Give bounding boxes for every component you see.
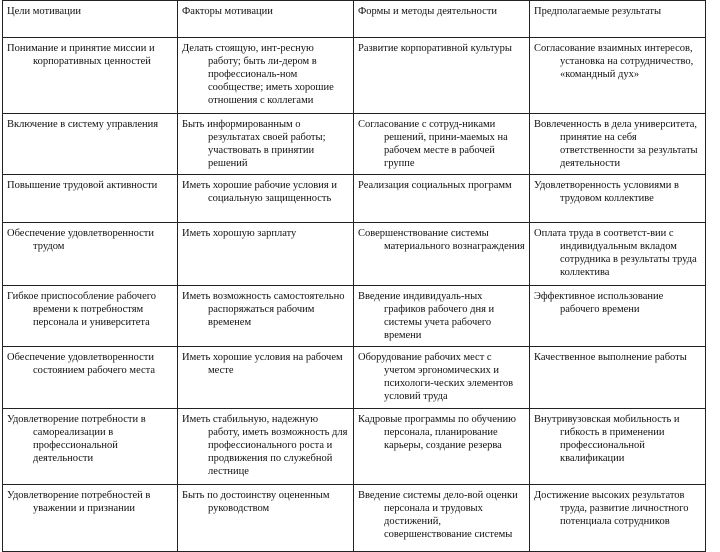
cell-text: Вовлеченность в дела университета, принятие на себя ответственности за результаты деятельности [534,119,698,169]
cell-result [530,175,706,223]
cell-goal [3,286,178,347]
cell-text: Иметь возможность самостоятельно распоряжаться рабочим временем [182,291,345,328]
cell-goal [3,485,178,552]
cell-text: Внутривузовская мобильность и гибкость в применении профессиональной квалификации [534,414,680,464]
header-cell-goals: Цели мотивации [3,1,178,38]
cell-text: Качественное выполнение работы [534,352,687,363]
table-row [3,286,706,347]
cell-goal [3,409,178,485]
cell-method [354,485,530,552]
header-row [3,1,706,38]
table-row [3,223,706,286]
cell-method [354,347,530,409]
cell-text: Включение в систему управления [7,119,159,130]
header-cell-results: Предполагаемые результаты [530,1,706,38]
cell-text: Иметь хорошие рабочие условия и социальную защищенность [182,180,337,204]
cell-text: Введение индивидуаль-ных графиков рабочего дня и системы учета рабочего времени [358,291,495,341]
cell-method [354,286,530,347]
cell-goal [3,114,178,175]
table-row [3,409,706,485]
cell-text: Делать стоящую, инт-ресную работу; быть ли-дером в профессиональ-ном сообществе; иметь хорошие отношения с коллегами [182,43,334,106]
cell-goal [3,223,178,286]
cell-goal [3,38,178,114]
cell-text: Понимание и принятие миссии и корпоративных ценностей [7,43,155,67]
cell-method [354,223,530,286]
table-row [3,114,706,175]
cell-method [354,409,530,485]
cell-text: Согласование с сотруд-никами решений, прини-маемых на рабочем месте в рабочей группе [358,119,508,169]
cell-text: Иметь хорошую зарплату [182,228,297,239]
cell-factor [178,347,354,409]
cell-text: Оборудование рабочих мест с учетом эргономических и психологи-ческих элементов условий труда [358,352,514,402]
cell-text: Эффективное использование рабочего времени [534,291,664,315]
cell-text: Оплата труда в соответст-вии с индивидуальным вкладом сотрудника в результаты труда коллектива [534,228,697,278]
cell-method [354,175,530,223]
header-cell-factors: Факторы мотивации [178,1,354,38]
cell-text: Введение системы дело-вой оценки персонала и трудовых достижений, совершенствование системы [358,490,518,540]
cell-text: Быть по достоинству оцененным руководством [182,490,330,514]
cell-result [530,485,706,552]
cell-method [354,114,530,175]
cell-text: Удовлетворение потребностей в уважении и признании [7,490,151,514]
cell-goal [3,175,178,223]
cell-result [530,286,706,347]
cell-text: Быть информированным о результатах своей работы; участвовать в принятии решений [182,119,326,169]
cell-factor [178,38,354,114]
cell-result [530,347,706,409]
cell-text: Повышение трудовой активности [7,180,158,191]
table-row [3,347,706,409]
cell-factor [178,223,354,286]
cell-result [530,223,706,286]
cell-text: Иметь хорошие условия на рабочем месте [182,352,343,376]
cell-factor [178,286,354,347]
cell-text: Удовлетворение потребности в самореализации в профессиональной деятельности [7,414,146,464]
cell-text: Совершенствование системы материального вознаграждения [358,228,525,252]
cell-goal [3,347,178,409]
cell-text: Удовлетворенность условиями в трудовом коллективе [534,180,679,204]
table-row [3,175,706,223]
cell-text: Согласование взаимных интересов, установка на сотрудничество, «командный дух» [534,43,694,80]
cell-text: Гибкое приспособление рабочего времени к потребностям персонала и университета [7,291,157,328]
header-cell-methods: Формы и методы деятельности [354,1,530,38]
table-row [3,485,706,552]
cell-text: Кадровые программы по обучению персонала, планирование карьеры, создание резерва [358,414,516,451]
cell-text: Реализация социальных программ [358,180,512,191]
cell-text: Достижение высоких результатов труда, развитие личностного потенциала сотрудников [534,490,689,527]
table-row [3,38,706,114]
cell-factor [178,409,354,485]
cell-method [354,38,530,114]
cell-factor [178,485,354,552]
cell-result [530,38,706,114]
cell-factor [178,114,354,175]
cell-text: Обеспечение удовлетворенности трудом [7,228,155,252]
cell-result [530,114,706,175]
cell-result [530,409,706,485]
motivation-table [2,0,706,552]
cell-text: Иметь стабильную, надежную работу, иметь возможность для профессионального роста и продвижения по служебной лестнице [182,414,348,477]
cell-text: Развитие корпоративной культуры [358,43,512,54]
cell-factor [178,175,354,223]
cell-text: Обеспечение удовлетворенности состоянием рабочего места [7,352,156,376]
